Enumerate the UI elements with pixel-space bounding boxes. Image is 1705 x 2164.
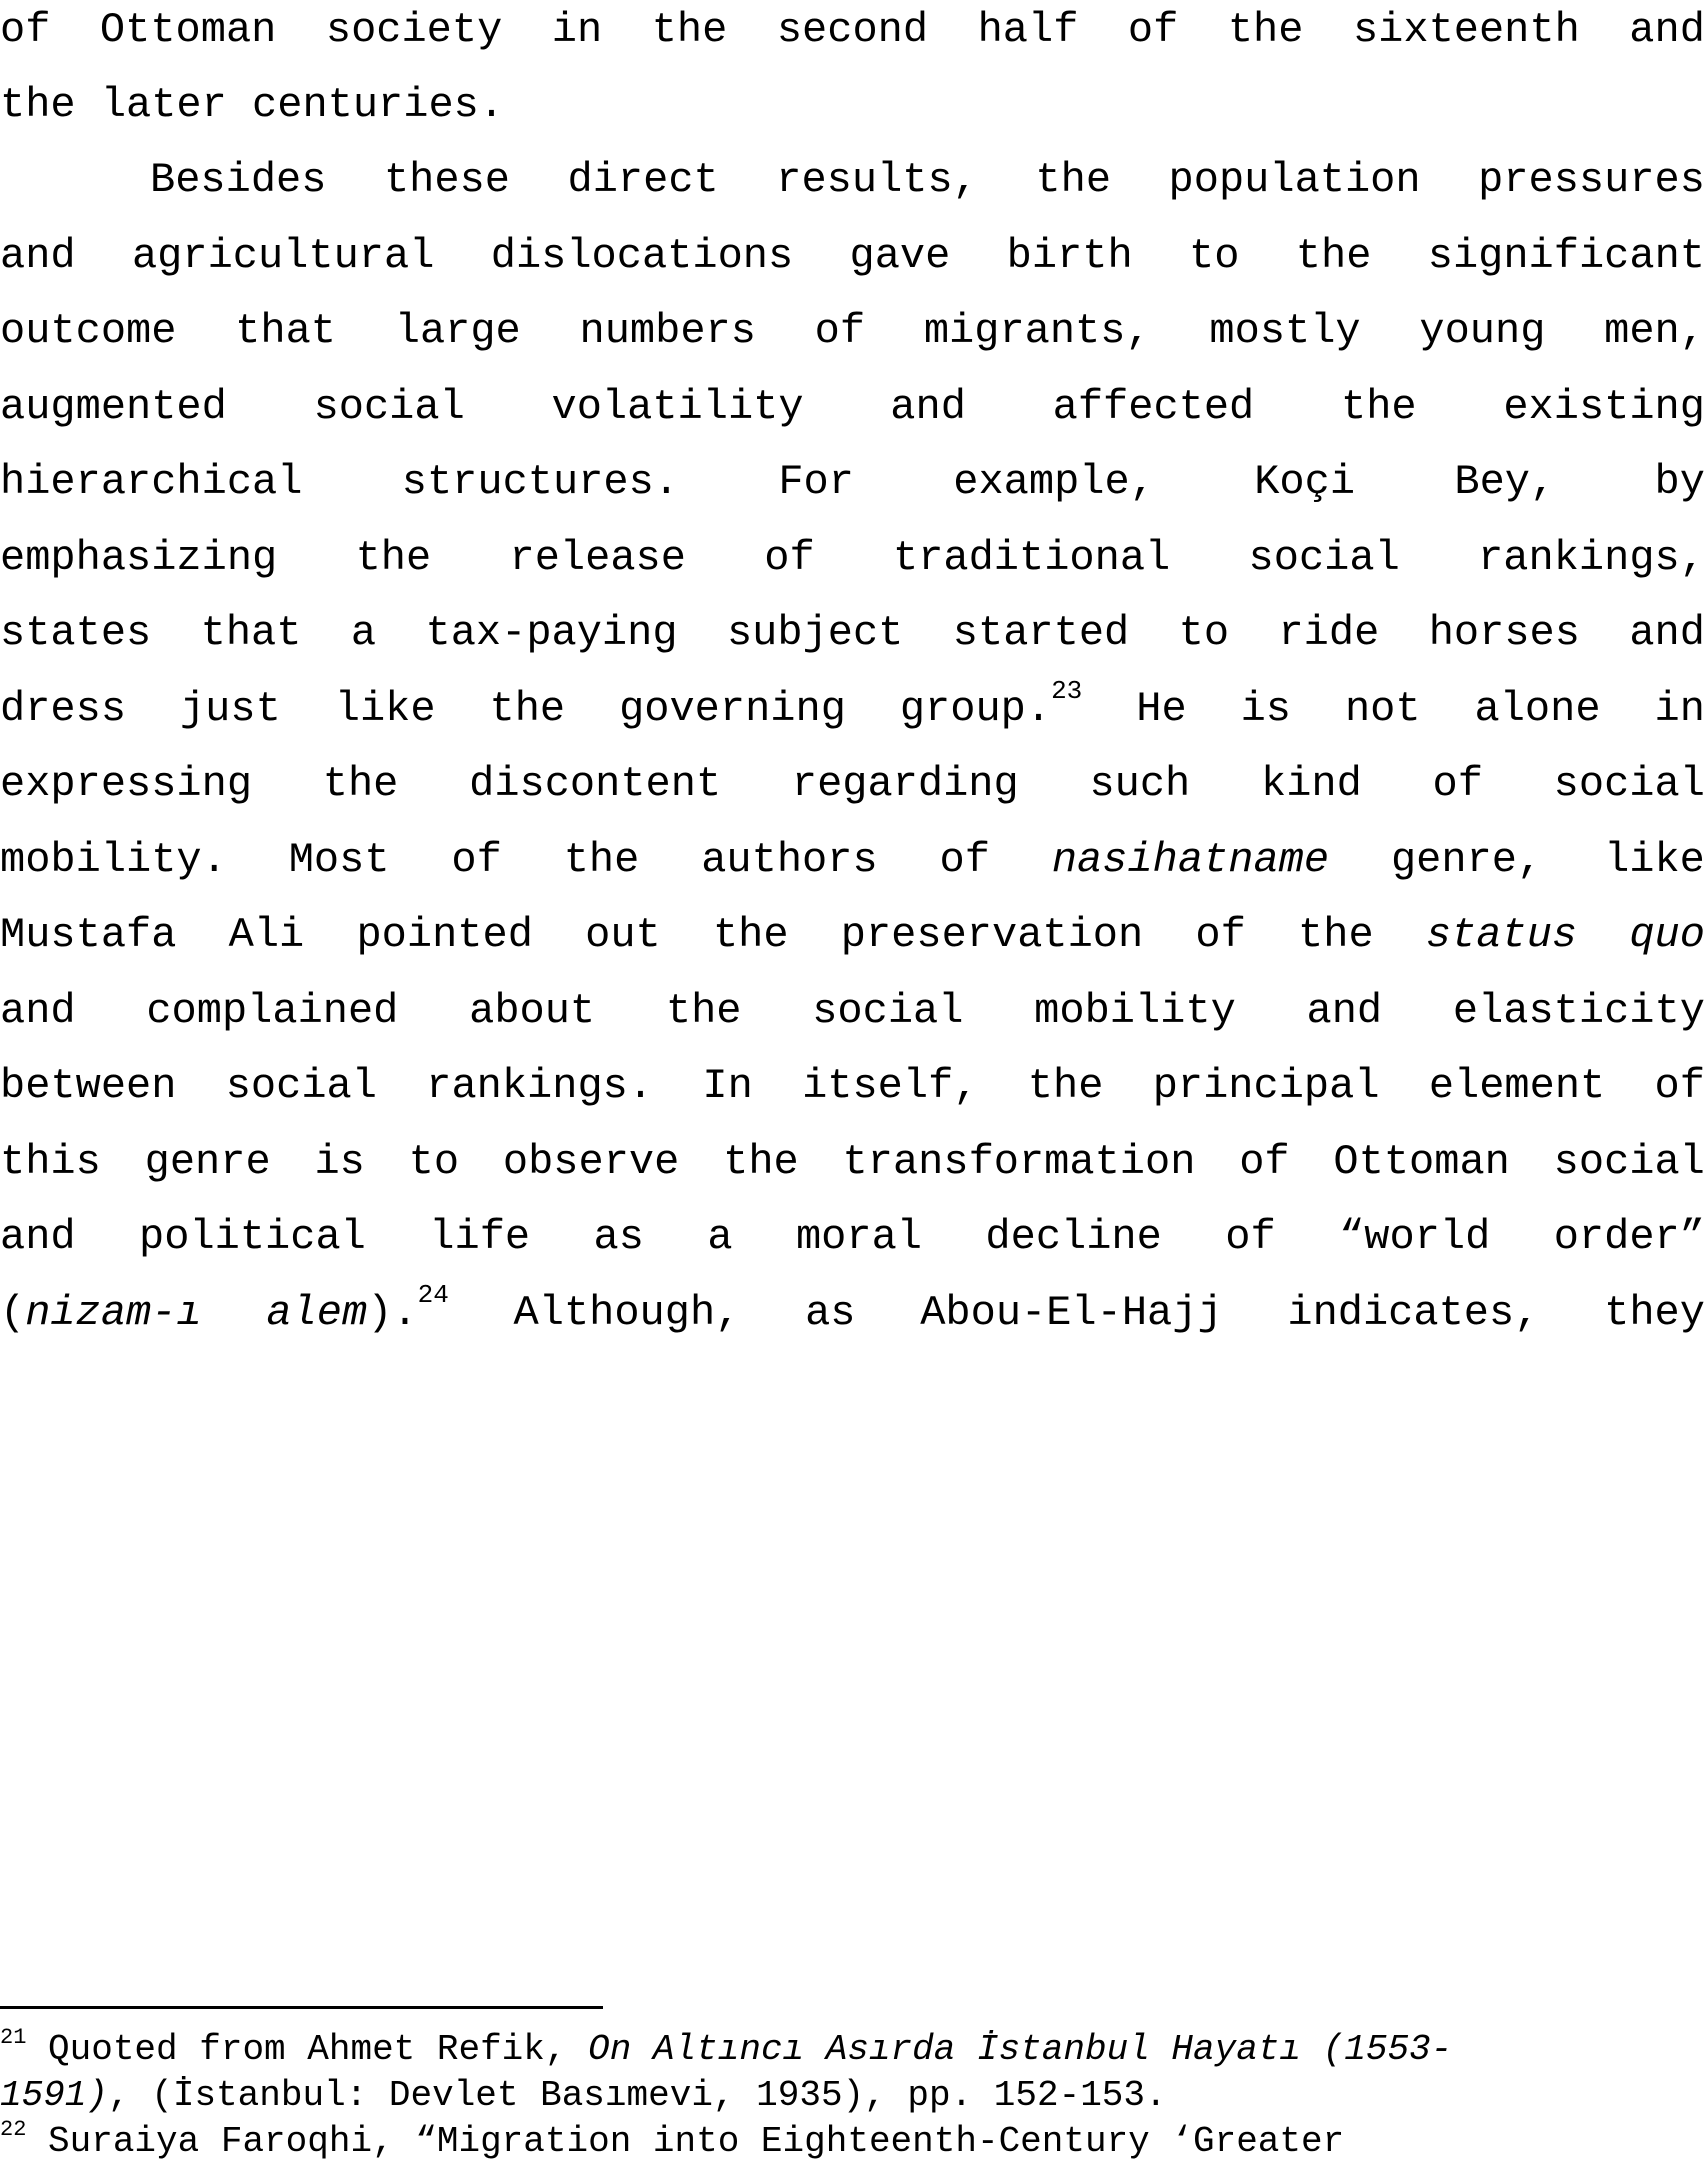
word: the	[712, 911, 789, 959]
word: states	[0, 609, 152, 657]
word: alone	[1474, 685, 1601, 733]
word: hierarchical	[0, 458, 303, 506]
word: of	[451, 836, 502, 884]
word: outcome	[0, 307, 177, 355]
word: structures.	[401, 458, 680, 506]
word: the	[355, 534, 432, 582]
word: social	[812, 987, 964, 1035]
word: is	[1240, 685, 1292, 733]
word: genre,	[1390, 836, 1543, 884]
word: tax-paying	[425, 609, 678, 657]
word: birth	[1006, 232, 1133, 280]
word: preservation	[840, 911, 1144, 959]
word: is	[314, 1138, 365, 1186]
word: population	[1168, 156, 1421, 204]
word: For	[778, 458, 854, 506]
word: that	[235, 307, 336, 355]
italic-term: status	[1425, 911, 1578, 959]
italic-term: nasihatname	[1051, 836, 1330, 884]
word: of	[939, 836, 990, 884]
word: about	[469, 987, 596, 1035]
word: principal	[1152, 1062, 1380, 1110]
word: and	[0, 232, 76, 280]
word: significant	[1427, 232, 1705, 280]
word: of	[1127, 6, 1179, 54]
word: society	[325, 6, 503, 54]
word: Although,	[513, 1289, 741, 1337]
word: governing	[619, 685, 846, 733]
word: the	[723, 1138, 799, 1186]
word: mobility	[1034, 987, 1236, 1035]
word: volatility	[551, 383, 804, 431]
word: mostly	[1209, 307, 1361, 355]
word: of	[1239, 1138, 1290, 1186]
footnote-text: , (İstanbul: Devlet Basımevi, 1935), pp. 152-153.	[108, 2075, 1167, 2116]
word: Ali	[228, 911, 305, 959]
word: and	[1629, 609, 1705, 657]
word: horses	[1428, 609, 1580, 657]
word: discontent	[469, 760, 722, 808]
word: release	[509, 534, 686, 582]
word: the	[1027, 1062, 1104, 1110]
footnote-ref-23: 23	[1051, 679, 1083, 706]
word: indicates,	[1287, 1289, 1540, 1337]
word: sixteenth	[1352, 6, 1580, 54]
word: by	[1654, 458, 1705, 506]
text-line	[0, 1283, 1705, 1387]
word: to	[1189, 232, 1240, 280]
word: and	[890, 383, 966, 431]
word: dress	[0, 685, 127, 733]
word: migrants,	[923, 307, 1151, 355]
footnote-separator	[0, 2006, 603, 2009]
word: expressing	[0, 760, 253, 808]
word: group.	[899, 685, 1052, 733]
word: existing	[1503, 383, 1705, 431]
word: social	[313, 383, 465, 431]
word: life	[429, 1213, 531, 1261]
word: as	[805, 1289, 856, 1337]
open-paren: (	[0, 1289, 26, 1337]
word: agricultural	[131, 232, 435, 280]
footnote-number: 22	[0, 2120, 27, 2142]
word: just	[179, 685, 281, 733]
word: Koçi	[1254, 458, 1356, 506]
word: men,	[1604, 307, 1705, 355]
word: social	[225, 1062, 377, 1110]
word: like	[1604, 836, 1705, 884]
word: Ottoman	[1333, 1138, 1510, 1186]
word: of	[1195, 911, 1246, 959]
word: Most	[288, 836, 390, 884]
word: emphasizing	[0, 534, 278, 582]
word: of	[1225, 1213, 1276, 1261]
word: order”	[1553, 1213, 1705, 1261]
word: pressures	[1478, 156, 1705, 204]
word: He	[1136, 685, 1187, 733]
footnote-title: 1591)	[0, 2075, 109, 2116]
word: second	[776, 6, 929, 54]
word: the	[322, 760, 399, 808]
word: the	[1295, 232, 1372, 280]
word: of	[764, 534, 815, 582]
word: and	[1306, 987, 1383, 1035]
word: and	[0, 1213, 76, 1261]
word: political	[139, 1213, 366, 1261]
word: traditional	[892, 534, 1171, 582]
footnote-ref-24: 24	[417, 1283, 449, 1310]
word: of	[1654, 1062, 1705, 1110]
word: large	[394, 307, 521, 355]
word: Ottoman	[99, 6, 277, 54]
word: the	[1035, 156, 1112, 204]
word: results,	[776, 156, 978, 204]
word: of	[1432, 760, 1483, 808]
word: that	[200, 609, 302, 657]
word: pointed	[356, 911, 533, 959]
word: ride	[1278, 609, 1380, 657]
word: they	[1604, 1289, 1705, 1337]
word: the	[1227, 6, 1304, 54]
word: like	[334, 685, 436, 733]
word: “world	[1339, 1213, 1491, 1261]
word: to	[1178, 609, 1230, 657]
word: Besides	[150, 156, 327, 204]
word: social	[1553, 760, 1705, 808]
word: half	[977, 6, 1079, 54]
word: Abou-El-Hajj	[920, 1289, 1223, 1337]
italic-term-parenthetical	[0, 1283, 202, 1387]
word: the	[489, 685, 566, 733]
word: social	[1553, 1138, 1705, 1186]
word: and	[1629, 6, 1705, 54]
word: in	[1654, 685, 1705, 733]
word: out	[585, 911, 661, 959]
word: itself,	[802, 1062, 979, 1110]
word: decline	[985, 1213, 1162, 1261]
word: rankings.	[426, 1062, 654, 1110]
word: a	[707, 1213, 733, 1261]
word: the	[665, 987, 742, 1035]
word: affected	[1052, 383, 1255, 431]
word: this	[0, 1138, 101, 1186]
word: Bey,	[1454, 458, 1556, 506]
word: of	[814, 307, 866, 355]
word: to	[408, 1138, 460, 1186]
word: young	[1419, 307, 1546, 355]
word: the	[1298, 911, 1374, 959]
word: the	[563, 836, 640, 884]
footnote-title: On Altıncı Asırda İstanbul Hayatı (1553-	[588, 2029, 1453, 2070]
word: started	[952, 609, 1130, 657]
word: mobility.	[0, 836, 227, 884]
word: kind	[1260, 760, 1362, 808]
word: and	[0, 987, 76, 1035]
word: in	[551, 6, 603, 54]
word: between	[0, 1062, 177, 1110]
italic-term: nizam-ı	[25, 1289, 202, 1337]
word: authors	[701, 836, 878, 884]
word: not	[1344, 685, 1421, 733]
word: example,	[953, 458, 1155, 506]
word: Mustafa	[0, 911, 177, 959]
word: social	[1248, 534, 1400, 582]
footnote-text: Quoted from Ahmet Refik,	[26, 2029, 589, 2070]
word: rankings,	[1478, 534, 1705, 582]
word: elasticity	[1452, 987, 1705, 1035]
word: numbers	[579, 307, 756, 355]
word: of	[0, 6, 51, 54]
footnote-22	[0, 2120, 1705, 2164]
word: complained	[146, 987, 399, 1035]
footnote-21-continued	[0, 2074, 1705, 2118]
word: these	[383, 156, 510, 204]
word: direct	[567, 156, 719, 204]
word: regarding	[791, 760, 1019, 808]
word: a	[350, 609, 377, 657]
word: genre	[144, 1138, 271, 1186]
word: observe	[502, 1138, 680, 1186]
word: gave	[849, 232, 951, 280]
word: the	[651, 6, 728, 54]
italic-term: alem	[266, 1289, 368, 1337]
footnote-21	[0, 2028, 1705, 2072]
word: dislocations	[490, 232, 794, 280]
word: transformation	[842, 1138, 1196, 1186]
word: subject	[726, 609, 904, 657]
line-text: the later centuries.	[0, 81, 505, 129]
word: the	[1340, 383, 1417, 431]
italic-term-end	[266, 1283, 448, 1387]
word: such	[1089, 760, 1191, 808]
footnote-number: 21	[0, 2028, 27, 2050]
close-paren: ).	[367, 1289, 418, 1337]
word: as	[593, 1213, 644, 1261]
italic-term: quo	[1629, 911, 1705, 959]
word: element	[1428, 1062, 1606, 1110]
word: In	[702, 1062, 753, 1110]
word: moral	[795, 1213, 922, 1261]
footnote-text: Suraiya Faroqhi, “Migration into Eighteenth-Century ‘Greater	[26, 2121, 1345, 2162]
word: augmented	[0, 383, 227, 431]
